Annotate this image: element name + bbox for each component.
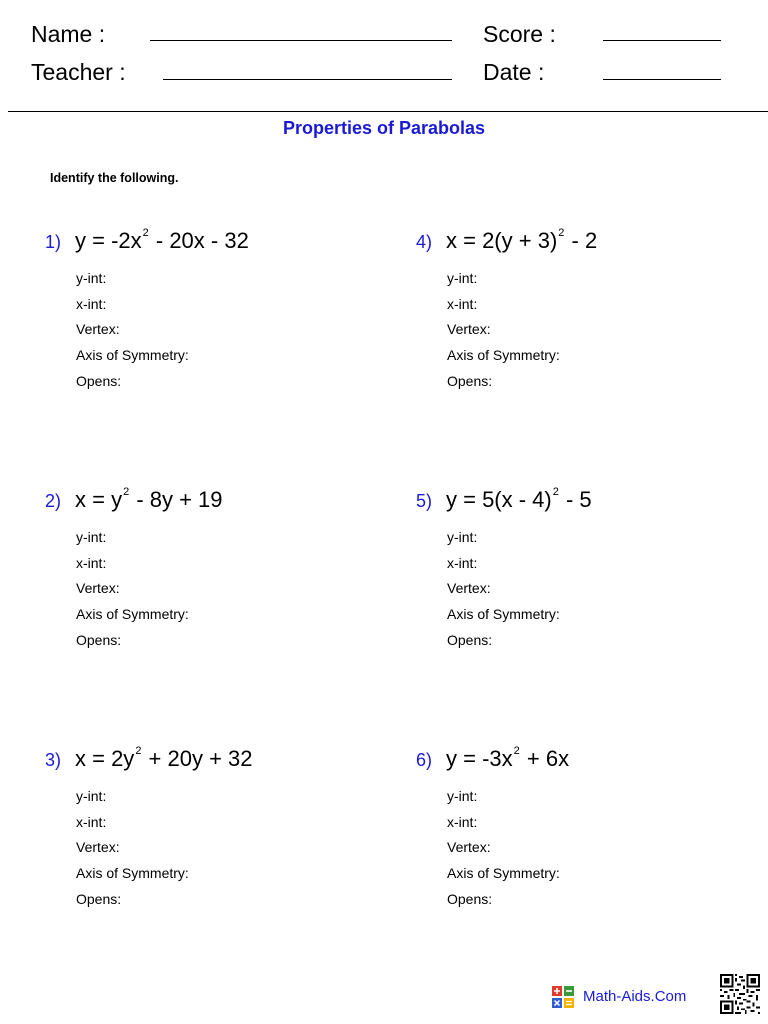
problem-2: [45, 485, 375, 648]
answer-fields: [447, 784, 560, 913]
field-vertex: Vertex:: [76, 839, 120, 856]
instructions: Identify the following.: [50, 171, 179, 185]
site-link[interactable]: Math-Aids.Com: [583, 988, 687, 1005]
problem-4: [416, 226, 746, 389]
calculator-icon: [552, 986, 574, 1008]
field-opens: Opens:: [447, 890, 493, 907]
answer-fields: [76, 525, 189, 654]
field-vertex: Vertex:: [447, 839, 491, 856]
problem-1: [45, 226, 375, 389]
problem-equation: $y = -2x^2 - 20x - 32$: [75, 227, 249, 253]
field-vertex: Vertex:: [76, 321, 120, 338]
field-axis: Axis of Symmetry:: [447, 347, 560, 364]
problem-number: 3): [45, 750, 62, 770]
problem-equation: $x = 2y^2 + 20y + 32$: [75, 745, 253, 771]
problem-number: 6): [416, 750, 433, 770]
field-x-int: x-int:: [447, 813, 478, 830]
field-y-int: y-int:: [447, 529, 478, 545]
name-label: Name :: [31, 21, 106, 47]
problem-3: [45, 744, 375, 907]
field-vertex: Vertex:: [447, 321, 491, 338]
field-y-int: y-int:: [447, 270, 478, 286]
field-axis: Axis of Symmetry:: [76, 347, 189, 364]
field-x-int: x-int:: [447, 554, 478, 571]
score-label: Score :: [483, 21, 556, 47]
field-x-int: x-int:: [76, 813, 107, 830]
field-opens: Opens:: [76, 372, 122, 389]
field-vertex: Vertex:: [447, 580, 491, 597]
answer-fields: [447, 266, 560, 395]
field-y-int: y-int:: [447, 788, 478, 804]
problem-number: 2): [45, 491, 62, 511]
teacher-line[interactable]: [163, 79, 452, 80]
field-x-int: x-int:: [447, 295, 478, 312]
answer-fields: [76, 266, 189, 395]
qr-code-icon: [720, 974, 760, 1014]
field-axis: Axis of Symmetry:: [447, 865, 560, 882]
problem-equation: $x = y^2 - 8y + 19$: [75, 486, 223, 512]
header-divider: [8, 111, 768, 112]
problem-5: [416, 485, 746, 648]
field-y-int: y-int:: [76, 529, 107, 545]
field-axis: Axis of Symmetry:: [447, 606, 560, 623]
field-x-int: x-int:: [76, 295, 107, 312]
teacher-label: Teacher :: [31, 59, 126, 85]
problem-number: 4): [416, 232, 433, 252]
name-line[interactable]: [150, 40, 452, 41]
field-axis: Axis of Symmetry:: [76, 606, 189, 623]
date-line[interactable]: [603, 79, 721, 80]
problem-equation: $y = -3x^2 + 6x$: [446, 745, 570, 771]
problem-number: 5): [416, 491, 433, 511]
field-opens: Opens:: [447, 372, 493, 389]
field-opens: Opens:: [447, 631, 493, 648]
answer-fields: [447, 525, 560, 654]
problem-number: 1): [45, 232, 62, 252]
field-opens: Opens:: [76, 631, 122, 648]
field-y-int: y-int:: [76, 788, 107, 804]
field-x-int: x-int:: [76, 554, 107, 571]
field-y-int: y-int:: [76, 270, 107, 286]
problem-6: [416, 744, 746, 907]
field-axis: Axis of Symmetry:: [76, 865, 189, 882]
date-label: Date :: [483, 59, 545, 85]
page-title: Properties of Parabolas: [282, 118, 486, 138]
field-vertex: Vertex:: [76, 580, 120, 597]
problem-equation: y = 5(x - 4)$^2$ - 5: [446, 486, 592, 512]
problem-equation: $x = 2(y + 3)^2 - 2$: [446, 227, 598, 253]
answer-fields: [76, 784, 189, 913]
field-opens: Opens:: [76, 890, 122, 907]
score-line[interactable]: [603, 40, 721, 41]
